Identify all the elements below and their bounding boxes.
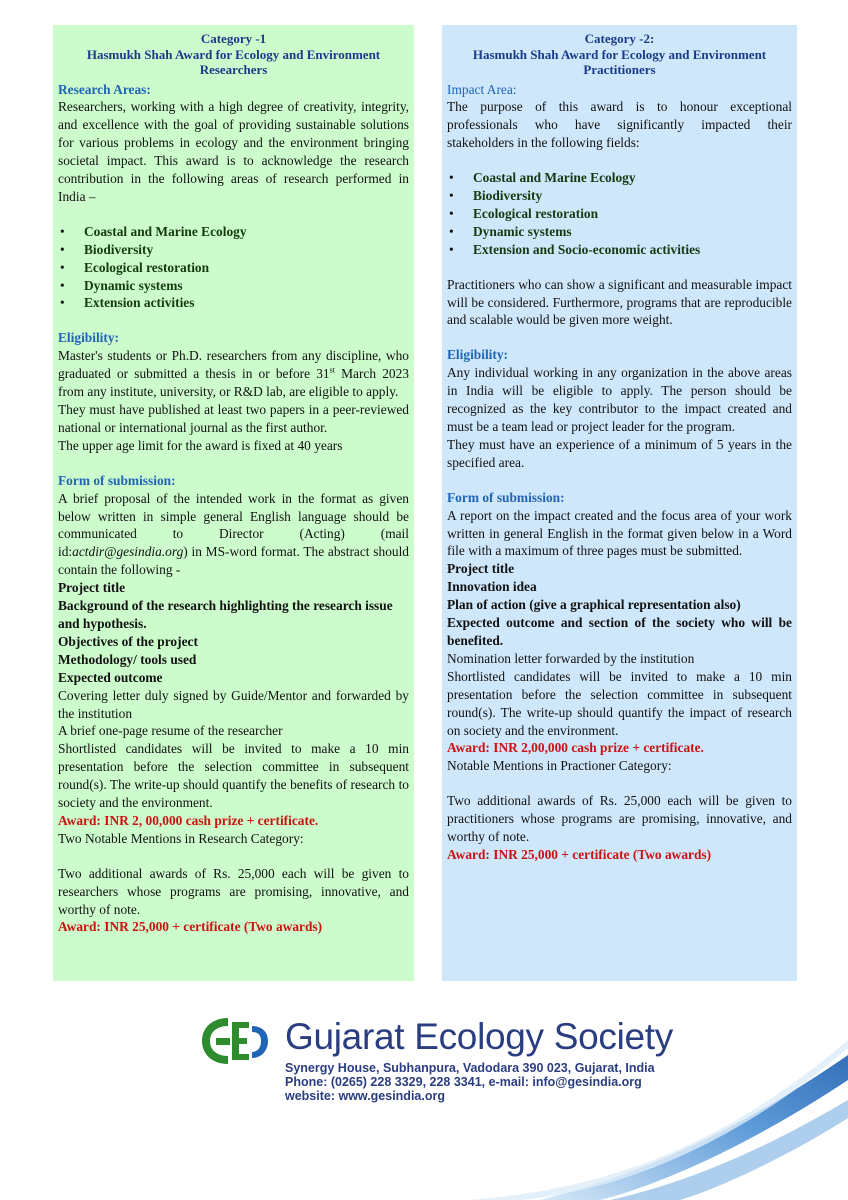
category-2-label: Category -2: — [584, 31, 655, 46]
eligibility-age-limit: The upper age limit for the award is fixed at 40 years — [58, 437, 343, 453]
org-name: Gujarat Ecology Society — [285, 1016, 673, 1057]
eligibility-experience: They must have an experience of a minimum of 5 years in the specified area. — [447, 436, 792, 470]
additional-awards-text: Two additional awards of Rs. 25,000 each will be given to practitioners whose programs are promising, innovative, and worthy of note. — [447, 793, 792, 845]
eligibility-paragraph: Any individual working in any organization in the above areas in India will be eligible to apply. The person should be recognized as the key contributor to the impact created and must be a team lead or project leader for the program. — [447, 365, 792, 434]
list-item: • Ecological restoration — [447, 205, 792, 223]
shortlist-text: Shortlisted candidates will be invited to make a 10 min presentation before the selection committee in subsequent round(s). The write-up should quantify the benefits of research to society and the environment. — [58, 741, 409, 811]
notable-mentions-heading: Notable Mentions in Practioner Category: — [447, 758, 672, 774]
notable-award-text: Award: INR 25,000 + certificate (Two awards) — [447, 846, 712, 862]
org-phone-email: Phone: (0265) 228 3329, 228 3341, e-mail: info@gesindia.org — [285, 1075, 642, 1089]
list-item: • Dynamic systems — [447, 223, 792, 241]
covering-letter-text: Covering letter duly signed by Guide/Mentor and forwarded by the institution — [58, 687, 409, 721]
eligibility-paragraph: Master's students or Ph.D. researchers from any discipline, who graduated or submitted a thesis in or before 31st March 2023 from any institute, university, or R&D lab, are eligible to apply. — [58, 348, 409, 400]
eligibility-heading: Eligibility: — [58, 330, 120, 346]
category-1-label: Category -1 — [200, 31, 267, 46]
main-award-text: Award: INR 2, 00,000 cash prize + certificate. — [58, 812, 319, 828]
category-2-title — [447, 31, 792, 78]
impact-area-text: The purpose of this award is to honour exceptional professionals who have significantly impacted their stakeholders in the following fields: — [447, 99, 792, 151]
org-website[interactable]: website: www.gesindia.org — [285, 1089, 445, 1103]
submission-instructions: A brief proposal of the intended work in the format as given below written in simple general English language should be communicated to Director (Acting) (mail id:actdir@gesindia.org) in MS-word format. The abstract should contain the following - — [58, 490, 409, 578]
category-1-title — [58, 31, 409, 78]
eligibility-publications: They must have published at least two papers in a peer-reviewed national or international journal as the first author. — [58, 402, 409, 435]
report-item: Innovation idea — [447, 579, 537, 595]
list-item: • Ecological restoration — [58, 259, 409, 277]
category-1-award-name: Hasmukh Shah Award for Ecology and Environment — [86, 46, 381, 62]
list-item: • Biodiversity — [58, 241, 409, 259]
director-email[interactable]: actdir@gesindia.org — [72, 544, 184, 560]
category-2-panel — [442, 25, 797, 981]
list-item: • Dynamic systems — [58, 277, 409, 295]
form-of-submission-heading: Form of submission: — [447, 489, 565, 505]
category-2-award-name: Hasmukh Shah Award for Ecology and Environment — [472, 46, 767, 62]
notable-mentions-heading: Two Notable Mentions in Research Category: — [58, 830, 304, 846]
main-award-text: Award: INR 2,00,000 cash prize + certificate. — [447, 740, 704, 756]
form-of-submission-heading: Form of submission: — [58, 472, 176, 488]
category-1-panel — [53, 25, 414, 981]
eligibility-heading: Eligibility: — [447, 347, 509, 363]
impact-area-heading: Impact Area: — [447, 81, 517, 97]
ges-logo-icon — [198, 1012, 270, 1070]
report-item: Project title — [447, 561, 515, 577]
abstract-item: Objectives of the project — [58, 633, 198, 649]
list-item: • Coastal and Marine Ecology — [447, 169, 792, 187]
category-1-audience: Researchers — [199, 62, 268, 77]
research-areas-text: Researchers, working with a high degree of creativity, integrity, and excellence with the goal of providing sustainable solutions for various problems in ecology and the environment bringing societal impact. This award is to acknowledge the research contribution in the following areas of research performed in India – — [58, 99, 409, 204]
category-2-audience: Practitioners — [583, 62, 656, 77]
footer — [0, 1000, 848, 1200]
research-areas-list — [58, 223, 409, 313]
additional-awards-text: Two additional awards of Rs. 25,000 each will be given to researchers whose programs are promising, innovative, and worthy of note. — [58, 865, 409, 917]
notable-award-text: Award: INR 25,000 + certificate (Two awards) — [58, 919, 323, 935]
report-item: Expected outcome and section of the society who will be benefited. — [447, 615, 792, 648]
shortlist-text: Shortlisted candidates will be invited to make a 10 min presentation before the selection committee in subsequent round(s). The write-up should quantify the impact of research on society and the environment. — [447, 668, 792, 738]
research-areas-heading: Research Areas: — [58, 81, 151, 97]
submission-instructions: A report on the impact created and the focus area of your work written in general English in the format given below in a Word file with a maximum of three pages must be submitted. — [447, 507, 792, 559]
abstract-item: Project title — [58, 580, 126, 596]
nomination-text: Nomination letter forwarded by the institution — [447, 650, 695, 666]
resume-text: A brief one-page resume of the researcher — [58, 723, 283, 739]
abstract-item: Methodology/ tools used — [58, 651, 197, 667]
abstract-item: Background of the research highlighting the research issue and hypothesis. — [58, 598, 393, 631]
list-item: • Extension and Socio-economic activities — [447, 241, 792, 259]
impact-areas-list — [447, 169, 792, 259]
org-address: Synergy House, Subhanpura, Vadodara 390 023, Gujarat, India — [285, 1061, 655, 1075]
abstract-item: Expected outcome — [58, 669, 163, 685]
list-item: • Coastal and Marine Ecology — [58, 223, 409, 241]
practitioners-text: Practitioners who can show a significant and measurable impact will be considered. Furthermore, programs that are reproducible and scalable would be given more weight. — [447, 276, 792, 328]
list-item: • Biodiversity — [447, 187, 792, 205]
org-contact — [285, 1061, 655, 1103]
report-item: Plan of action (give a graphical representation also) — [447, 597, 741, 613]
list-item: • Extension activities — [58, 294, 409, 312]
